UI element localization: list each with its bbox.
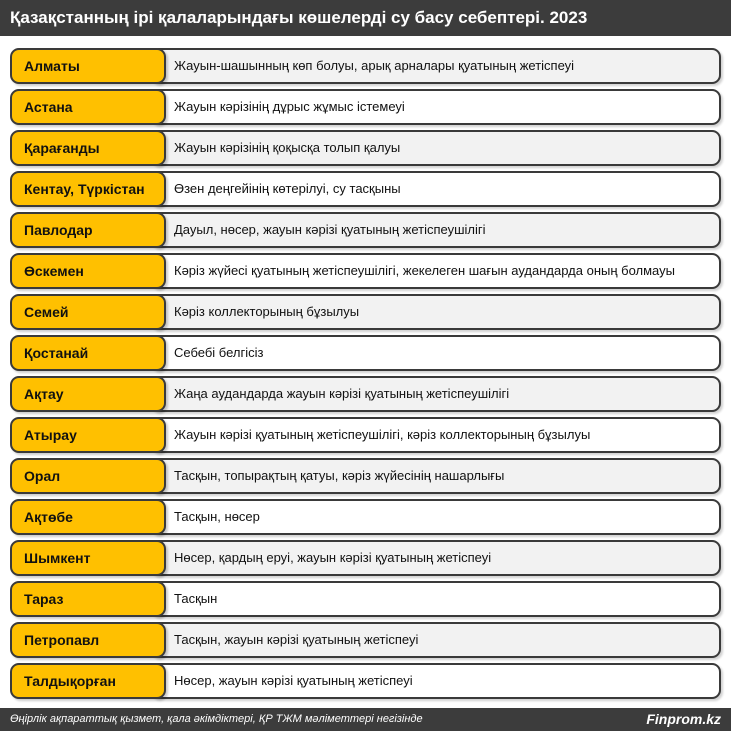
list-item	[10, 499, 721, 535]
reason-text: Жаңа аудандарда жауын кәрізі қуатының жетіспеушілігі	[150, 376, 721, 412]
reason-text: Кәріз жүйесі қуатының жетіспеушілігі, жекелеген шағын аудандарда оның болмауы	[150, 253, 721, 289]
reason-text: Дауыл, нөсер, жауын кәрізі қуатының жетіспеушілігі	[150, 212, 721, 248]
source-note: Өңірлік ақпараттық қызмет, қала әкімдіктері, ҚР ТЖМ мәліметтері негізінде	[10, 713, 423, 725]
list-item	[10, 622, 721, 658]
list-item	[10, 212, 721, 248]
city-label: Кентау, Түркістан	[10, 171, 166, 207]
list-item	[10, 417, 721, 453]
list-item	[10, 663, 721, 699]
list-item	[10, 294, 721, 330]
city-label: Алматы	[10, 48, 166, 84]
city-label: Талдықорған	[10, 663, 166, 699]
city-label: Астана	[10, 89, 166, 125]
list-item	[10, 458, 721, 494]
list-item	[10, 253, 721, 289]
reason-text: Жауын кәрізінің дұрыс жұмыс істемеуі	[150, 89, 721, 125]
list-item	[10, 376, 721, 412]
list-item	[10, 48, 721, 84]
reason-text: Нөсер, қардың еруі, жауын кәрізі қуатының жетіспеуі	[150, 540, 721, 576]
reason-text: Жауын кәрізі қуатының жетіспеушілігі, кәріз коллекторының бұзылуы	[150, 417, 721, 453]
city-label: Қарағанды	[10, 130, 166, 166]
reason-text: Кәріз коллекторының бұзылуы	[150, 294, 721, 330]
city-label: Атырау	[10, 417, 166, 453]
reason-text: Тасқын, топырақтың қатуы, кәріз жүйесінің нашарлығы	[150, 458, 721, 494]
list-item	[10, 89, 721, 125]
list-item	[10, 130, 721, 166]
reason-text: Жауын кәрізінің қоқысқа толып қалуы	[150, 130, 721, 166]
city-label: Ақтөбе	[10, 499, 166, 535]
list-item	[10, 581, 721, 617]
brand-label: Finprom.kz	[646, 711, 721, 727]
city-label: Шымкент	[10, 540, 166, 576]
city-label: Семей	[10, 294, 166, 330]
list-item	[10, 171, 721, 207]
reason-text: Жауын-шашынның көп болуы, арық арналары қуатының жетіспеуі	[150, 48, 721, 84]
city-label: Өскемен	[10, 253, 166, 289]
city-label: Павлодар	[10, 212, 166, 248]
page-title: Қазақстанның ірі қалаларындағы көшелерді су басу себептері. 2023	[0, 0, 731, 36]
reason-text: Тасқын	[150, 581, 721, 617]
reason-text: Өзен деңгейінің көтерілуі, су тасқыны	[150, 171, 721, 207]
reason-text: Тасқын, нөсер	[150, 499, 721, 535]
city-label: Қостанай	[10, 335, 166, 371]
city-reason-list	[10, 48, 721, 704]
reason-text: Тасқын, жауын кәрізі қуатының жетіспеуі	[150, 622, 721, 658]
city-label: Тараз	[10, 581, 166, 617]
reason-text: Нөсер, жауын кәрізі қуатының жетіспеуі	[150, 663, 721, 699]
city-label: Ақтау	[10, 376, 166, 412]
city-label: Орал	[10, 458, 166, 494]
footer-bar	[0, 708, 731, 731]
reason-text: Себебі белгісіз	[150, 335, 721, 371]
list-item	[10, 335, 721, 371]
list-item	[10, 540, 721, 576]
city-label: Петропавл	[10, 622, 166, 658]
